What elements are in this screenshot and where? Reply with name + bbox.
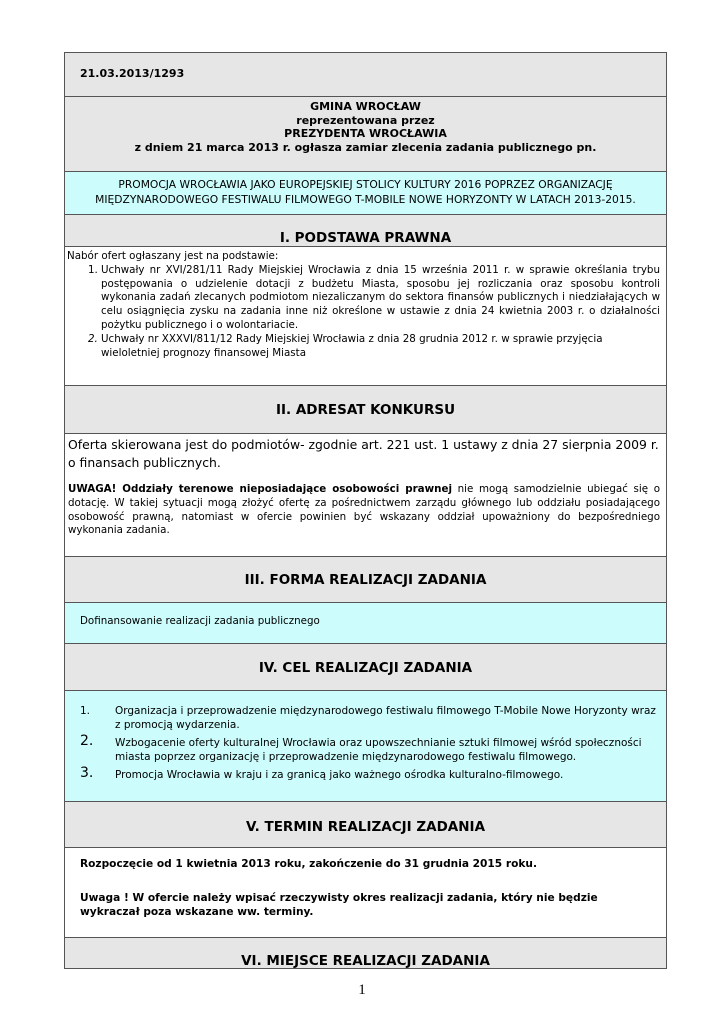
list-item-text: Wzbogacenie oferty kulturalnej Wrocławia oraz upowszechnianie sztuki filmowej wśród społeczności miasta poprzez organizację i przeprowadzenie międzynarodowego festiwalu filmowego. — [115, 737, 642, 763]
warning-text: nie mogą samodzielnie ubiegać się o dotację. W takiej sytuacji mogą złożyć ofertę za pośrednictwem zarządu głównego lub oddziału posiadającego osobowość prawną, natomiast w ofercie powinien być wskazany oddział upoważniony do bezpośredniego wykonania zadania. — [68, 483, 660, 537]
warning-bold-text: UWAGA! Oddziały terenowe nieposiadające osobowości prawnej — [68, 483, 452, 495]
section-3-body — [65, 602, 666, 643]
section-1-intro: Nabór ofert ogłaszany jest na podstawie: — [67, 250, 279, 262]
section-4-body — [65, 690, 666, 801]
document-id: 21.03.2013/1293 — [80, 67, 185, 80]
section-2-paragraph: Oferta skierowana jest do podmiotów- zgodnie art. 221 ust. 1 ustawy z dnia 27 sierpnia 2009 r. o finansach publicznych. — [68, 437, 659, 470]
section-5-note: Uwaga ! W ofercie należy wpisać rzeczywisty okres realizacji zadania, który nie będzie wykraczał poza wskazane ww. terminy. — [80, 892, 598, 919]
list-item: 1. Organizacja i przeprowadzenie międzynarodowego festiwalu filmowego T-Mobile Nowe Horyzonty wraz z promocją wydarzenia. — [80, 705, 656, 731]
task-title: PROMOCJA WROCŁAWIA JAKO EUROPEJSKIEJ STOLICY KULTURY 2016 POPRZEZ ORGANIZACJĘ MIĘDZYNARODOWEGO FESTIWALU FILMOWEGO T-MOBILE NOWE HORYZONTY W LATACH 2013-2015. — [95, 178, 636, 206]
list-item-text: Uchwały nr XXXVI/811/12 Rady Miejskiej Wrocławia z dnia 28 grudnia 2012 r. w sprawie przyjęcia wieloletniej prognozy finansowej Miasta — [101, 332, 603, 359]
list-item: 2. Wzbogacenie oferty kulturalnej Wrocławia oraz upowszechnianie sztuki filmowej wśród społeczności miasta poprzez organizację i przeprowadzenie międzynarodowego festiwalu filmowego. — [80, 733, 642, 763]
section-1-heading: I. PODSTAWA PRAWNA — [279, 230, 452, 246]
section-5-body — [65, 847, 666, 937]
section-1-heading-row — [65, 214, 666, 246]
section-3-heading-row — [65, 556, 666, 602]
section-2-heading-row — [65, 385, 666, 433]
list-item: 2. Uchwały nr XXXVI/811/12 Rady Miejskiej Wrocławia z dnia 28 grudnia 2012 r. w sprawie przyjęcia wieloletniej prognozy finansowej Miasta — [88, 332, 603, 359]
section-2-body — [65, 433, 666, 556]
section-1-body — [65, 246, 666, 385]
section-4-heading-row — [65, 643, 666, 690]
document-id-row — [65, 53, 666, 96]
section-6-heading-row — [65, 937, 666, 968]
section-2-warning — [68, 483, 660, 538]
header-row — [65, 96, 666, 171]
list-item-text: Organizacja i przeprowadzenie międzynarodowego festiwalu filmowego T-Mobile Nowe Horyzonty wraz z promocją wydarzenia. — [115, 705, 656, 731]
page-number: 1 — [358, 982, 366, 998]
section-6-heading: VI. MIEJSCE REALIZACJI ZADANIA — [241, 953, 490, 969]
section-2-heading: II. ADRESAT KONKURSU — [275, 402, 456, 418]
list-item-text: Uchwały nr XVI/281/11 Rady Miejskiej Wrocławia z dnia 15 września 2011 r. w sprawie określania trybu postępowania o udzielenie dotacji z budżetu Miasta, sposobu jej rozliczania oraz sposobu kontroli wykonania zadań zlecanych podmiotom niezaliczanym do sektora finansów publicznych i niedziałających w celu osiągnięcia zysku na zadania inne niż określone w ustawie z dnia 24 kwietnia 2003 r. o działalności pożytku publicznego i o wolontariacie. — [101, 263, 660, 331]
task-title-row — [65, 171, 666, 214]
section-3-heading: III. FORMA REALIZACJI ZADANIA — [244, 572, 487, 588]
section-3-text: Dofinansowanie realizacji zadania publicznego — [80, 615, 320, 627]
section-5-heading: V. TERMIN REALIZACJI ZADANIA — [245, 819, 486, 835]
list-item-text: Promocja Wrocławia w kraju i za granicą jako ważnego ośrodka kulturalno-filmowego. — [115, 769, 564, 781]
header-line-1: GMINA WROCŁAW — [310, 100, 421, 113]
announcement-table — [64, 52, 667, 969]
list-item: 1. Uchwały nr XVI/281/11 Rady Miejskiej Wrocławia z dnia 15 września 2011 r. w sprawie określania trybu postępowania o udzielenie dotacji z budżetu Miasta, sposobu jej rozliczania oraz sposobu kontroli wykonania zadań zlecanych podmiotom niezaliczanym do sektora finansów publicznych i niedziałających w celu osiągnięcia zysku na zadania inne niż określone w ustawie z dnia 24 kwietnia 2003 r. o działalności pożytku publicznego i o wolontariacie. — [88, 263, 660, 331]
objectives-list — [65, 691, 666, 782]
header-line-3: PREZYDENTA WROCŁAWIA — [284, 127, 447, 140]
legal-basis-list — [67, 264, 660, 361]
section-4-heading: IV. CEL REALIZACJI ZADANIA — [258, 660, 473, 676]
header-line-2: reprezentowana przez — [296, 113, 435, 127]
section-5-dates: Rozpoczęcie od 1 kwietnia 2013 roku, zakończenie do 31 grudnia 2015 roku. — [80, 858, 537, 870]
section-5-heading-row — [65, 801, 666, 847]
list-item: 3. Promocja Wrocławia w kraju i za granicą jako ważnego ośrodka kulturalno-filmowego. — [80, 765, 564, 781]
header-line-4: z dniem 21 marca 2013 r. ogłasza zamiar zlecenia zadania publicznego pn. — [134, 140, 597, 154]
